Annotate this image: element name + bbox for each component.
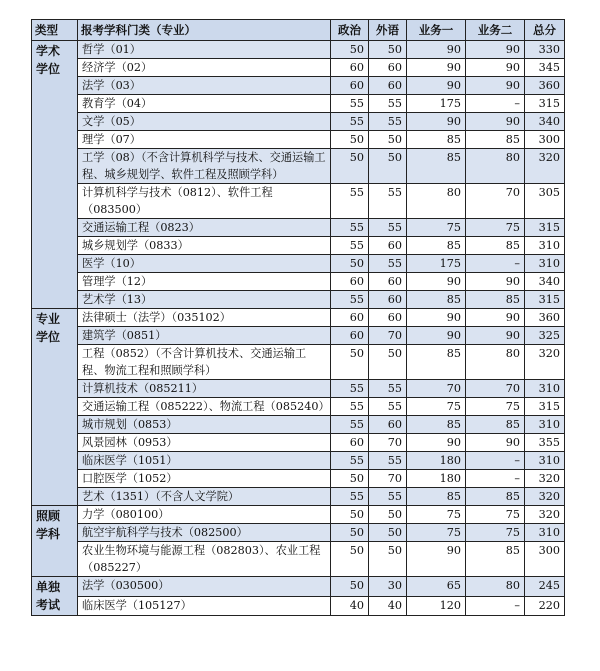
subject1-score-cell: 175 [407,95,466,113]
total-score-cell: 310 [525,416,565,434]
politics-score-cell: 55 [331,380,369,398]
language-score-cell: 50 [369,524,407,542]
subject2-score-cell: 90 [466,273,525,291]
language-score-cell: 55 [369,398,407,416]
table-row [32,291,565,309]
total-score-cell: 300 [525,542,565,577]
subject-name-cell: 建筑学（0851） [78,327,331,345]
language-score-cell: 70 [369,327,407,345]
subject2-score-cell: 85 [466,291,525,309]
language-score-cell: 55 [369,488,407,506]
subject-name-cell: 文学（05） [78,113,331,131]
total-score-cell: 360 [525,309,565,327]
total-score-cell: 220 [525,596,565,616]
subject2-score-cell: 85 [466,237,525,255]
language-score-cell: 55 [369,380,407,398]
politics-score-cell: 55 [331,416,369,434]
subject-name-cell: 计算机科学与技术（0812）、软件工程（083500） [78,184,331,219]
table-row [32,309,565,327]
table-row [32,416,565,434]
total-score-cell: 310 [525,255,565,273]
header-total: 总分 [525,20,565,41]
subject1-score-cell: 85 [407,149,466,184]
table-row [32,577,565,597]
subject1-score-cell: 75 [407,506,466,524]
subject1-score-cell: 90 [407,542,466,577]
table-row [32,95,565,113]
language-score-cell: 50 [369,149,407,184]
subject2-score-cell: 90 [466,327,525,345]
header-type: 类型 [32,20,78,41]
total-score-cell: 320 [525,149,565,184]
table-row [32,452,565,470]
table-row [32,219,565,237]
total-score-cell: 320 [525,470,565,488]
subject2-score-cell: 75 [466,219,525,237]
politics-score-cell: 50 [331,524,369,542]
politics-score-cell: 60 [331,434,369,452]
language-score-cell: 60 [369,273,407,291]
politics-score-cell: 50 [331,470,369,488]
header-subject1: 业务一 [407,20,466,41]
header-language: 外语 [369,20,407,41]
subject-name-cell: 风景园林（0953） [78,434,331,452]
subject2-score-cell: 90 [466,41,525,59]
politics-score-cell: 55 [331,452,369,470]
language-score-cell: 50 [369,506,407,524]
total-score-cell: 320 [525,506,565,524]
total-score-cell: 305 [525,184,565,219]
subject1-score-cell: 75 [407,219,466,237]
subject1-score-cell: 85 [407,416,466,434]
subject2-score-cell: 80 [466,345,525,380]
politics-score-cell: 55 [331,291,369,309]
politics-score-cell: 50 [331,345,369,380]
table-row [32,380,565,398]
subject1-score-cell: 180 [407,470,466,488]
total-score-cell: 325 [525,327,565,345]
subject2-score-cell: 80 [466,577,525,597]
politics-score-cell: 55 [331,488,369,506]
table-row [32,398,565,416]
language-score-cell: 60 [369,237,407,255]
table-row [32,596,565,616]
subject1-score-cell: 180 [407,452,466,470]
table-row [32,77,565,95]
subject-name-cell: 计算机技术（085211） [78,380,331,398]
total-score-cell: 360 [525,77,565,95]
language-score-cell: 50 [369,131,407,149]
subject-name-cell: 理学（07） [78,131,331,149]
subject-name-cell: 管理学（12） [78,273,331,291]
subject2-score-cell: – [466,255,525,273]
politics-score-cell: 60 [331,273,369,291]
subject-name-cell: 艺术学（13） [78,291,331,309]
language-score-cell: 55 [369,113,407,131]
subject-name-cell: 临床医学（1051） [78,452,331,470]
subject2-score-cell: 70 [466,380,525,398]
category-cell: 学术 学位 [32,41,78,309]
politics-score-cell: 60 [331,309,369,327]
politics-score-cell: 60 [331,327,369,345]
language-score-cell: 55 [369,452,407,470]
politics-score-cell: 50 [331,506,369,524]
header-subject2: 业务二 [466,20,525,41]
subject-name-cell: 航空宇航科学与技术（082500） [78,524,331,542]
total-score-cell: 310 [525,380,565,398]
politics-score-cell: 55 [331,184,369,219]
language-score-cell: 50 [369,542,407,577]
subject1-score-cell: 90 [407,59,466,77]
politics-score-cell: 50 [331,577,369,597]
total-score-cell: 340 [525,273,565,291]
subject-name-cell: 工学（08）（不含计算机科学与技术、交通运输工程、城乡规划学、软件工程及照顾学科） [78,149,331,184]
language-score-cell: 55 [369,95,407,113]
category-cell: 专业 学位 [32,309,78,506]
table-body [32,41,565,616]
subject-name-cell: 工程（0852）（不含计算机技术、交通运输工程、物流工程和照顾学科） [78,345,331,380]
subject1-score-cell: 90 [407,113,466,131]
table-row [32,542,565,577]
total-score-cell: 315 [525,291,565,309]
politics-score-cell: 55 [331,219,369,237]
subject1-score-cell: 70 [407,380,466,398]
politics-score-cell: 50 [331,149,369,184]
language-score-cell: 60 [369,59,407,77]
subject1-score-cell: 90 [407,77,466,95]
subject2-score-cell: 85 [466,131,525,149]
subject-name-cell: 口腔医学（1052） [78,470,331,488]
subject2-score-cell: 75 [466,506,525,524]
table-row [32,273,565,291]
subject-name-cell: 教育学（04） [78,95,331,113]
politics-score-cell: 50 [331,41,369,59]
table-row [32,131,565,149]
subject2-score-cell: 85 [466,542,525,577]
total-score-cell: 315 [525,219,565,237]
subject2-score-cell: 90 [466,77,525,95]
subject2-score-cell: 85 [466,416,525,434]
subject-name-cell: 临床医学（105127） [78,596,331,616]
language-score-cell: 70 [369,434,407,452]
category-cell: 单独 考试 [32,577,78,616]
subject1-score-cell: 90 [407,309,466,327]
subject1-score-cell: 80 [407,184,466,219]
politics-score-cell: 60 [331,59,369,77]
language-score-cell: 50 [369,345,407,380]
politics-score-cell: 60 [331,77,369,95]
table-row [32,184,565,219]
total-score-cell: 300 [525,131,565,149]
subject1-score-cell: 90 [407,41,466,59]
subject-name-cell: 力学（080100） [78,506,331,524]
subject-name-cell: 法学（030500） [78,577,331,597]
subject1-score-cell: 85 [407,237,466,255]
language-score-cell: 60 [369,309,407,327]
language-score-cell: 70 [369,470,407,488]
table-row [32,470,565,488]
subject1-score-cell: 90 [407,434,466,452]
subject2-score-cell: 90 [466,434,525,452]
subject-name-cell: 法律硕士（法学）（035102） [78,309,331,327]
politics-score-cell: 40 [331,596,369,616]
subject-name-cell: 艺术（1351）（不含人文学院） [78,488,331,506]
subject2-score-cell: – [466,470,525,488]
subject1-score-cell: 175 [407,255,466,273]
subject-name-cell: 交通运输工程（085222）、物流工程（085240） [78,398,331,416]
subject1-score-cell: 90 [407,327,466,345]
table-row [32,41,565,59]
header-politics: 政治 [331,20,369,41]
subject2-score-cell: 90 [466,309,525,327]
score-table [31,19,565,616]
total-score-cell: 320 [525,488,565,506]
subject-name-cell: 交通运输工程（0823） [78,219,331,237]
total-score-cell: 330 [525,41,565,59]
language-score-cell: 55 [369,184,407,219]
politics-score-cell: 50 [331,255,369,273]
header-subject: 报考学科门类（专业） [78,20,331,41]
subject2-score-cell: – [466,95,525,113]
subject1-score-cell: 85 [407,291,466,309]
politics-score-cell: 55 [331,237,369,255]
language-score-cell: 60 [369,77,407,95]
category-cell: 照顾 学科 [32,506,78,577]
subject1-score-cell: 85 [407,345,466,380]
table-row [32,59,565,77]
politics-score-cell: 55 [331,113,369,131]
table-row [32,327,565,345]
subject-name-cell: 医学（10） [78,255,331,273]
language-score-cell: 55 [369,255,407,273]
total-score-cell: 315 [525,95,565,113]
subject2-score-cell: 90 [466,59,525,77]
subject-name-cell: 城市规划（0853） [78,416,331,434]
subject2-score-cell: 70 [466,184,525,219]
total-score-cell: 310 [525,237,565,255]
politics-score-cell: 55 [331,95,369,113]
subject1-score-cell: 85 [407,131,466,149]
header-row [32,20,565,41]
subject1-score-cell: 65 [407,577,466,597]
language-score-cell: 30 [369,577,407,597]
table-row [32,149,565,184]
subject2-score-cell: 90 [466,113,525,131]
politics-score-cell: 50 [331,131,369,149]
subject-name-cell: 农业生物环境与能源工程（082803）、农业工程（085227） [78,542,331,577]
total-score-cell: 245 [525,577,565,597]
subject-name-cell: 城乡规划学（0833） [78,237,331,255]
language-score-cell: 60 [369,416,407,434]
table-row [32,345,565,380]
total-score-cell: 310 [525,452,565,470]
subject1-score-cell: 120 [407,596,466,616]
subject1-score-cell: 75 [407,398,466,416]
subject-name-cell: 哲学（01） [78,41,331,59]
table-row [32,434,565,452]
subject1-score-cell: 85 [407,488,466,506]
subject1-score-cell: 90 [407,273,466,291]
total-score-cell: 345 [525,59,565,77]
table-row [32,524,565,542]
politics-score-cell: 55 [331,398,369,416]
table-row [32,506,565,524]
table-row [32,113,565,131]
table-row [32,488,565,506]
total-score-cell: 355 [525,434,565,452]
subject2-score-cell: – [466,596,525,616]
politics-score-cell: 50 [331,542,369,577]
language-score-cell: 55 [369,219,407,237]
subject2-score-cell: 75 [466,524,525,542]
total-score-cell: 340 [525,113,565,131]
total-score-cell: 320 [525,345,565,380]
language-score-cell: 60 [369,291,407,309]
table-row [32,237,565,255]
total-score-cell: 310 [525,524,565,542]
total-score-cell: 315 [525,398,565,416]
language-score-cell: 40 [369,596,407,616]
subject1-score-cell: 75 [407,524,466,542]
subject2-score-cell: – [466,452,525,470]
subject2-score-cell: 75 [466,398,525,416]
subject-name-cell: 经济学（02） [78,59,331,77]
subject2-score-cell: 85 [466,488,525,506]
table-row [32,255,565,273]
subject-name-cell: 法学（03） [78,77,331,95]
subject2-score-cell: 80 [466,149,525,184]
language-score-cell: 50 [369,41,407,59]
